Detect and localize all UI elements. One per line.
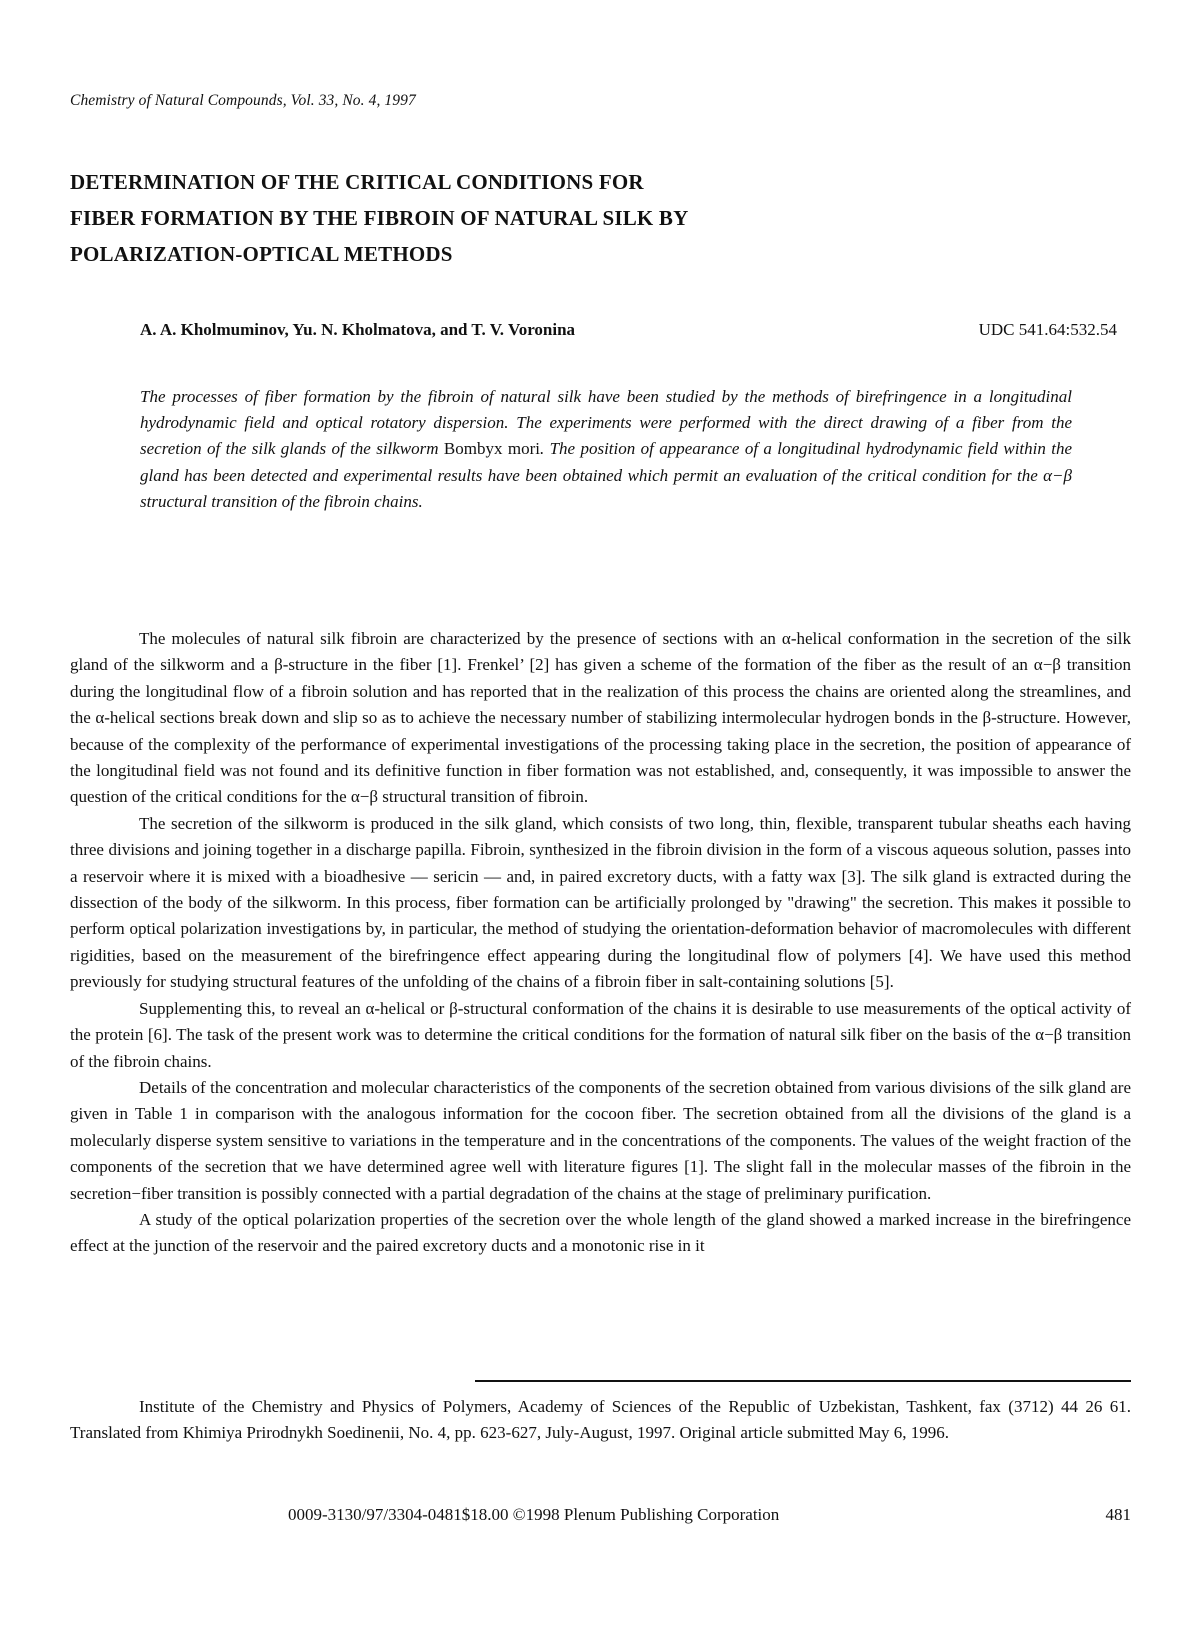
page-number: 481 [1105, 1505, 1131, 1524]
body-paragraph: The secretion of the silkworm is produced in the silk gland, which consists of two long, thin, flexible, transparent tubular sheaths each having three divisions and joining together in a discharge papilla. Fibroin, synthesized in the fibroin division in the form of a viscous aqueous solution, passes into a reservoir where it is mixed with a bioadhesive — sericin — and, in paired excretory ducts, with a fatty wax [3]. The silk gland is extracted during the dissection of the body of the silkworm. In this process, fiber formation can be artificially prolonged by "drawing" the secretion. This makes it possible to perform optical polarization investigations by, in particular, the method of studying the orientation-deformation behavior of macromolecules with different rigidities, based on the measurement of the birefringence effect appearing during the longitudinal flow of polymers [4]. We have used this method previously for studying structural features of the unfolding of the chains of a fibroin fiber in salt-containing solutions [5]. [70, 813, 1131, 992]
article-body [70, 626, 1131, 1260]
footnote-divider [475, 1380, 1131, 1382]
title-line: DETERMINATION OF THE CRITICAL CONDITIONS FOR [70, 170, 644, 194]
abstract [140, 384, 1072, 515]
title-line: POLARIZATION-OPTICAL METHODS [70, 242, 453, 266]
body-paragraph: Details of the concentration and molecular characteristics of the components of the secretion obtained from various divisions of the silk gland are given in Table 1 in comparison with the analogous information for the cocoon fiber. The secretion obtained from all the divisions of the gland is a molecularly disperse system sensitive to variations in the temperature and in the concentrations of the components. The values of the weight fraction of the components of the secretion that we have determined agree well with literature figures [1]. The slight fall in the molecular masses of the fibroin in the secretion−fiber transition is possibly connected with a partial degradation of the chains at the stage of preliminary purification. [70, 1077, 1131, 1203]
author-list: A. A. Kholmuminov, Yu. N. Kholmatova, and T. V. Voronina [140, 320, 576, 339]
body-paragraph: The molecules of natural silk fibroin are characterized by the presence of sections with an α-helical conformation in the secretion of the silk gland of the silkworm and a β-structure in the fiber [1]. Frenkel’ [2] has given a scheme of the formation of the fiber as the result of an α−β transition during the longitudinal flow of a fibroin solution and has reported that in the realization of this process the chains are oriented along the streamlines, and the α-helical sections break down and slip so as to achieve the necessary number of stabilizing intermolecular hydrogen bonds in the β-structure. However, because of the complexity of the performance of experimental investigations of the processing taking place in the secretion, the position of appearance of the longitudinal field was not found and its definitive function in fiber formation was not established, and, consequently, it was impossible to answer the question of the critical conditions for the α−β structural transition of fibroin. [70, 629, 1131, 807]
article-title [70, 164, 890, 272]
title-line: FIBER FORMATION BY THE FIBROIN OF NATURAL SILK BY [70, 206, 689, 230]
body-paragraph: Supplementing this, to reveal an α-helical or β-structural conformation of the chains it is desirable to use measurements of the optical activity of the protein [6]. The task of the present work was to determine the critical conditions for the formation of natural silk fiber on the basis of the α−β transition of the fibroin chains. [70, 998, 1131, 1071]
species-name: Bombyx mori [443, 439, 540, 459]
journal-citation: Chemistry of Natural Compounds, Vol. 33, No. 4, 1997 [70, 92, 416, 109]
publisher-code: 0009-3130/97/3304-0481$18.00 ©1998 Plenum Publishing Corporation [288, 1505, 780, 1524]
abstract-text: . The position of appearance of a longitudinal hydrodynamic field within the gland has been detected and experimental results have been obtained which permit an evaluation of the critical condition for the α−β structural transition of the fibroin chains. [140, 439, 1073, 511]
affiliation-footnote: Institute of the Chemistry and Physics of Polymers, Academy of Sciences of the Republic of Uzbekistan, Tashkent, fax (3712) 44 26 61. Translated from Khimiya Prirodnykh Soedinenii, No. 4, pp. 623-627, July-August, 1997. Original article submitted May 6, 1996. [70, 1397, 1131, 1443]
abstract-text: The processes of fiber formation by the fibroin of natural silk have been studied by the methods of birefringence in a longitudinal hydrodynamic field and optical rotatory dispersion. The experiments were performed with the direct drawing of a fiber from the secretion of the silk glands of the silkworm [140, 387, 1072, 459]
body-paragraph: A study of the optical polarization properties of the secretion over the whole length of the gland showed a marked increase in the birefringence effect at the junction of the reservoir and the paired excretory ducts and a monotonic rise in it [70, 1209, 1131, 1256]
udc-code: UDC 541.64:532.54 [978, 320, 1117, 339]
